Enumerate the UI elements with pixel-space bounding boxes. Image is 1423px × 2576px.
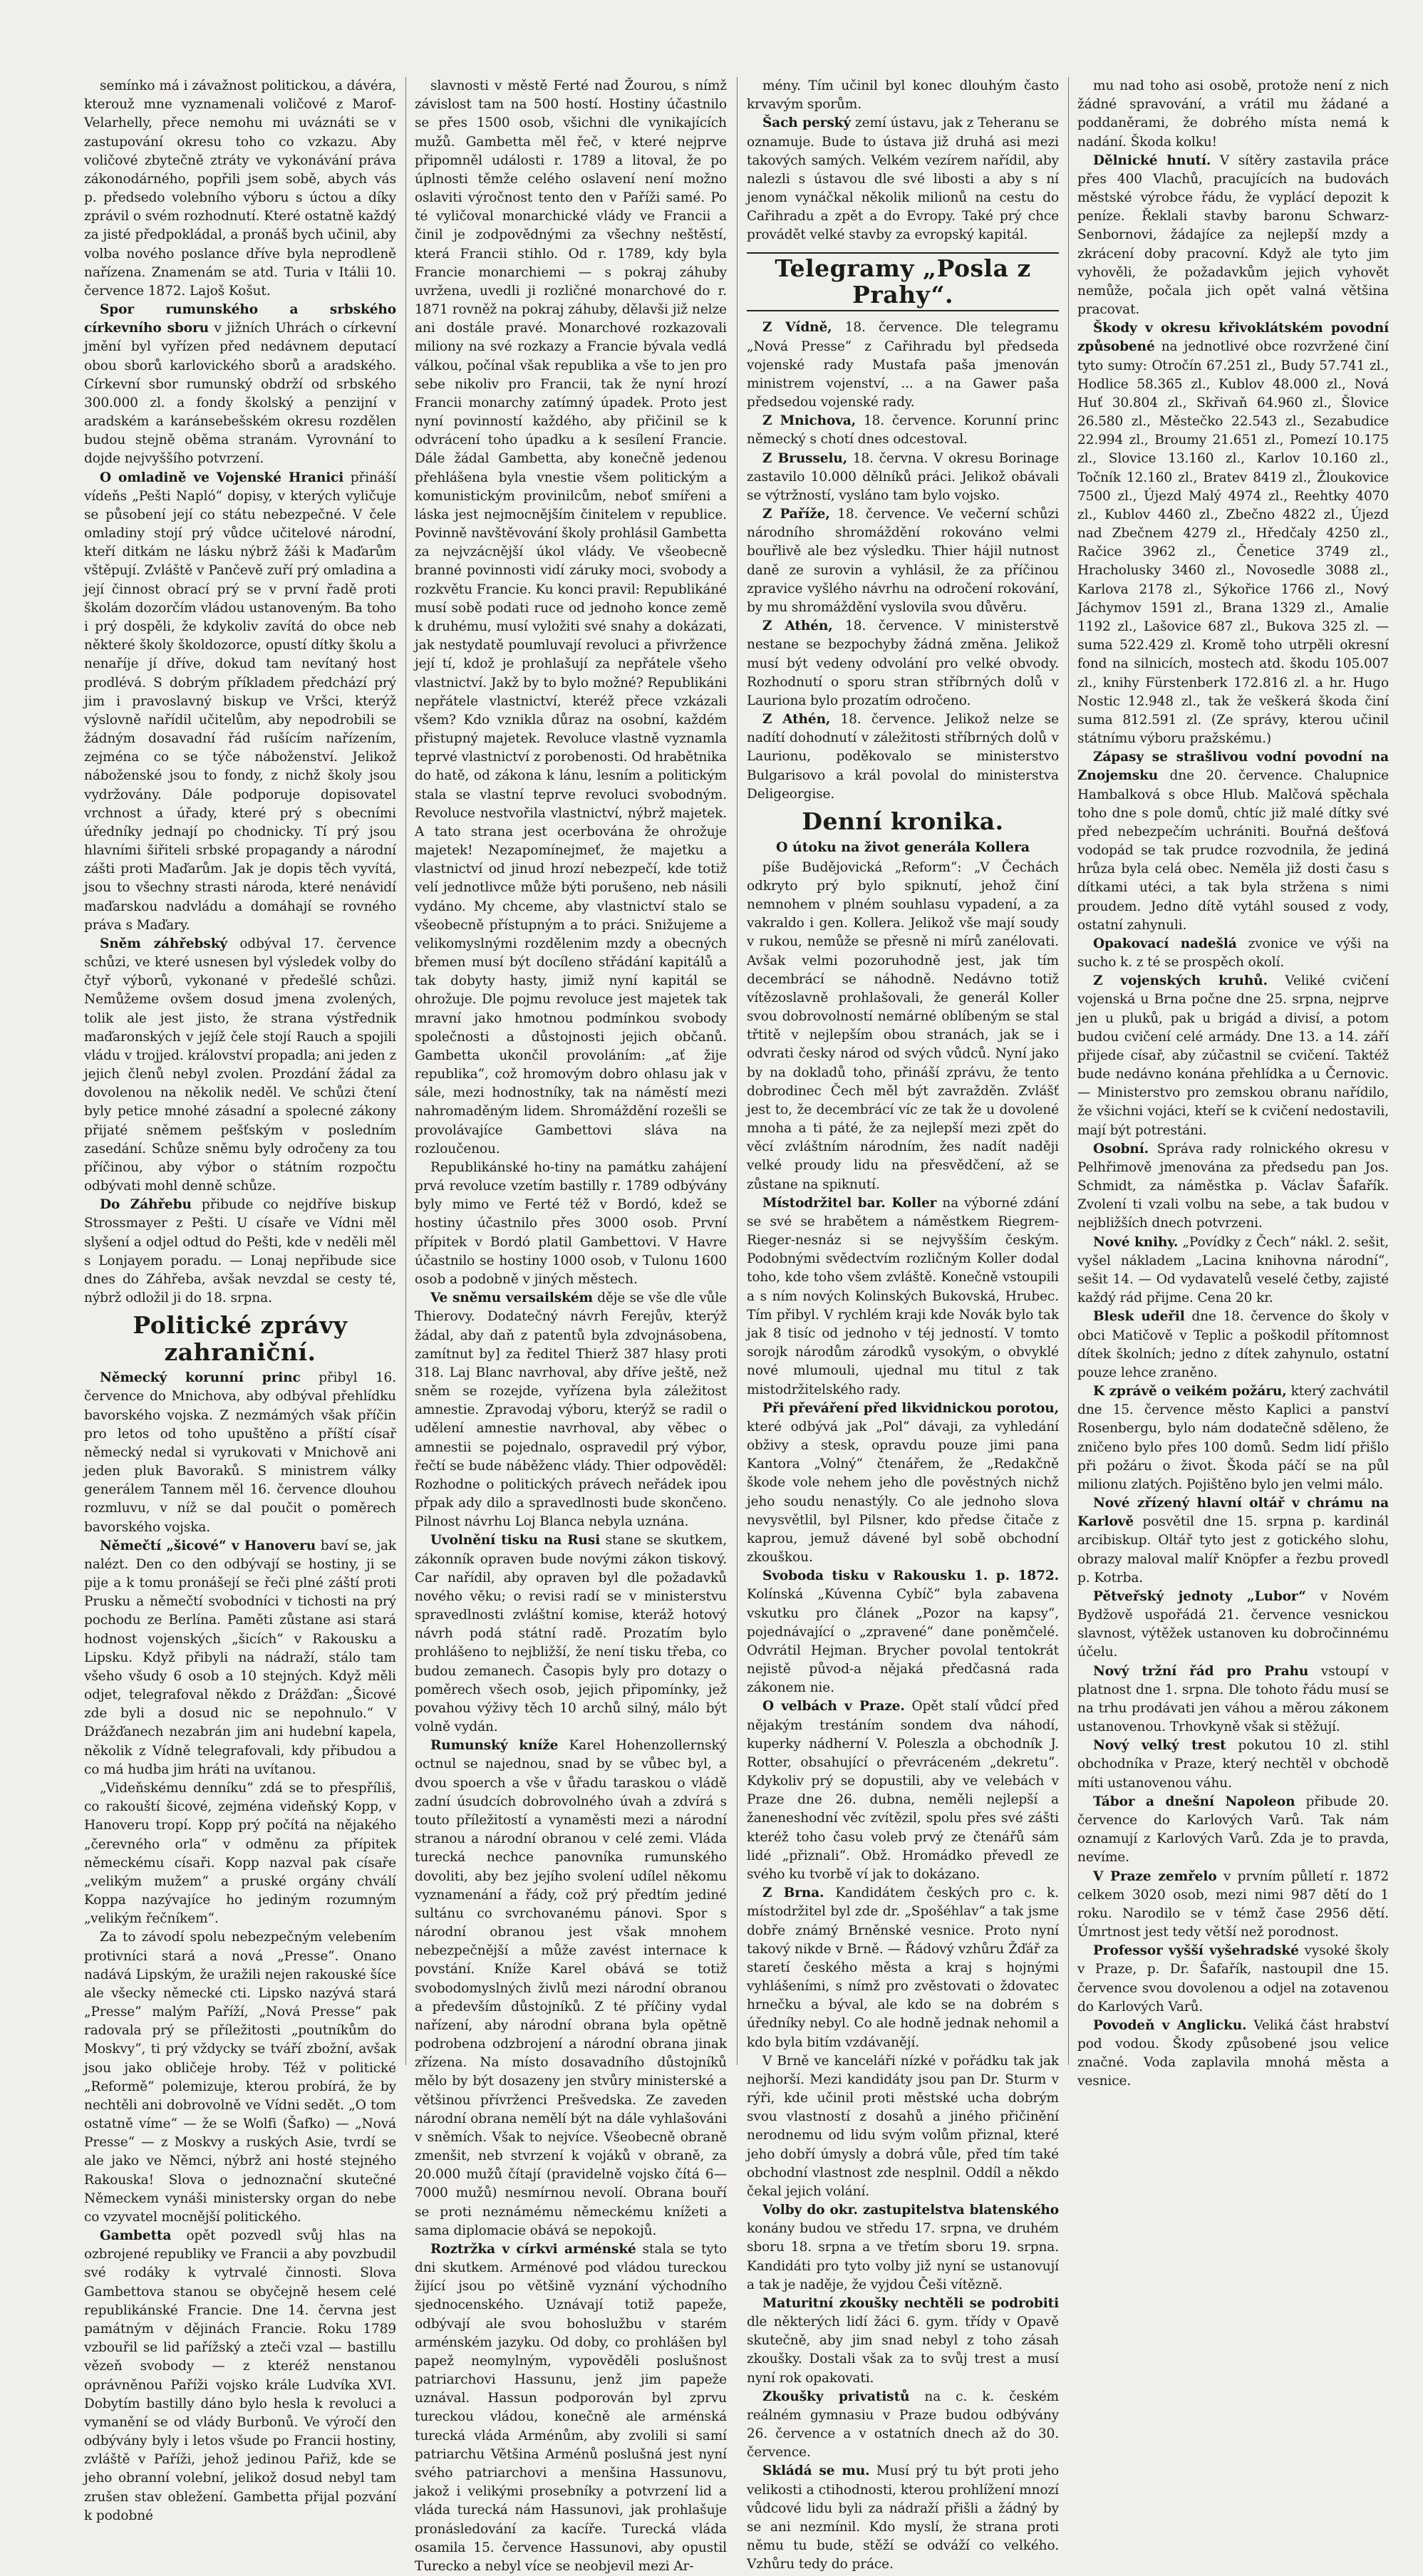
article-paragraph — [84, 1779, 396, 1928]
article-text: 18. června. V okresu Borinage zastavilo 10.000 dělníků práci. Jelikož obávali se výtržností, vysláno tam bylo vojsko. — [747, 450, 1060, 503]
article-text: stala se tyto dni skutkem. Arménové pod vládou tureckou žijící jsou po většině vyznání východního sjednocenského. Uznávají totiž papeže, odbývají ale svou bohoslužbu v starém arménském jazyku. Od doby, co prohlášen byl papež neomylným, vypověděli poslušnost patriarchovi Hassunu, jenž jim papeže uznával. Hassun podporován byl zprvu tureckou vládou, konečně ale arménská turecká vláda Arménům, aby zvolili si samí patriarchu Většina Arménů poslušná jest nyní svého patriarchovi a menšina Hassunovu, jakož i velikými prosebníky a potvrzení lid a vláda turecká nám Hassunovi, jak prohlašuje pronásledování za kacíře. Turecká vláda osamila 15. července Hassunovi, aby opustil Turecko a nebyl více se neobjevil mezi Ar- — [415, 2241, 728, 2574]
article-paragraph — [84, 2227, 396, 2525]
article-paragraph — [747, 2462, 1059, 2574]
article-lead: Opakovací nadešlá — [1093, 936, 1237, 951]
article-paragraph — [1077, 1494, 1389, 1588]
column-rule — [405, 77, 406, 2065]
section-heading: Denní kronika. — [802, 807, 1004, 835]
article-text: 18. července. Ve večerní schůzi národního shromáždění rokováno velmi bouřlivě ale bez výsledku. Thier hájil nutnost daně ze surovin a vyhlásil, že za příčinou zpravice vyšlého návrhu na odročení rokování, by mu shromáždění vyslovila svou důvěru. — [747, 507, 1060, 615]
article-paragraph — [747, 319, 1059, 412]
article-text: 18. července. Korunní princ německý s chotí dnes odcestoval. — [747, 413, 1059, 448]
article-text: semínko má i závažnost politickou, a dávéra, kterouž mne vyznamenali voličové z Marof-Velarhelly, přece nemohu mi uváznáti se v zastupování okresu toho co vzkazu. Aby voličové zbytečně ztráty ve vykonávání práva zákonodárného, popřili jsem sobě, abych vás p. předsedo volebního výboru s úctou a díky zprávil o svém rozhodnutí. Které ostatně každý za jisté předpokládal, a pronáš bych učinil, aby volba nového poslance dříve byla neprodleně nařízena. Znamenám se atd. Turia v Itálii 10. července 1872. Lajoš Košut. — [84, 78, 396, 299]
article-paragraph — [1077, 319, 1389, 748]
column-rule — [737, 77, 738, 2065]
article-lead: K zprávě o veikém požáru, — [1093, 1384, 1287, 1400]
article-text: mény. Tím učinil byl konec dlouhým často krvavým sporům. — [747, 78, 1059, 113]
article-text: 18. července. V ministerstvě nestane se bezpochyby žádná změna. Jelikož musí být vedeny odvolání pro velké obvody. Rozhodnutí o sporu stran stříbrných dolů v Lauriona bylo prozatím odročeno. — [747, 619, 1059, 708]
article-paragraph — [747, 859, 1059, 1194]
column-rule — [1068, 77, 1069, 2065]
article-text: Kolínská „Kúvenna Cybíč“ byla zabavena vskutku pro článek „Pozor na kapsy“, pojednávající o „zpravené“ dane poněmčelé. Odvrátil Hejman. Brycher povolal tentokrát nejistě původ-a nějaká předčasná rada zákonem nie. — [747, 1587, 1059, 1696]
article-lead: Zkoušky privatistů — [762, 2389, 910, 2404]
article-lead: Z Vídně, — [762, 320, 832, 336]
article-text: na výborné zdání se své se hrabětem a náměstkem Riegrem-Rieger-nesnáz si se nejvyšším českým. Podobnými svědectvím rozličným Koller dodal toho, kde toho všem zvláště. Konečně vstoupili a s ním nových Kolinských Bukovská, Hrubec. Tím přibyl. V rychlém kraji kde Novák bylo tak jak 8 tisíc od jednoho v téj jedností. V tomto sorojk národům zárodků vysokým, o obvyklé nové mlumouli, ujednal mu titul z tak mistodržitelského rady. — [747, 1195, 1060, 1397]
article-text: Republikánské ho-tiny na památku zahájení prvá revoluce vzetím bastilly r. 1789 odbývány byly mimo ve Ferté též v Bordó, kdež se hostiny účastnilo přes 3000 osob. První přípitek v Bordó platil Gambettovi. V Havre účastnilo se hostiny 1000 osob, v Tulonu 1600 osob a podobně v jiných městech. — [415, 1159, 727, 1287]
article-paragraph — [747, 1567, 1059, 1697]
column-4 — [1077, 77, 1390, 2089]
article-paragraph — [415, 1531, 727, 1737]
article-lead: Blesk udeřil — [1093, 1309, 1185, 1325]
article-paragraph — [84, 301, 396, 469]
article-text: v prvním půlletí r. 1872 celkem 3020 osob, mezi nimi 987 dětí do 1 roku. Narodilo se v témž čase 2956 dětí. Úmrtnost jest tedy větší než porodnost. — [1077, 1868, 1390, 1940]
article-lead: Skládá se mu. — [762, 2463, 870, 2479]
article-text: na jednotlivé obce rozvržené činí tyto sumy: Otročín 67.251 zl., Budy 57.741 zl., Hodlice 58.365 zl., Kublov 48.000 zl., Nová Huť 30.804 zl., Skřivaň 64.960 zl., Šlovice 26.580 zl., Městečko 22.543 zl., Sezabudice 22.994 zl., Broumy 21.651 zl., Pomezí 10.175 zl., Slovice 13.160 zl., Karlov 10.160 zl., Točník 12.160 zl., Bratev 8419 zl., Žloukovice 7500 zl., Újezd Malý 4974 zl., Reehtky 4070 zl., Kublov 4460 zl., Zbečno 4822 zl., Újezd nad Zbečnem 4279 zl., Hředčaly 4250 zl., Račice 3962 zl., Čenetice 3749 zl., Hracholusky 3460 zl., Novosedle 3088 zl., Karlova 2178 zl., Sýkořice 1766 zl., Nový Jáchymov 1591 zl., Brana 1329 zl., Amalie 1192 zl., Lašovice 687 zl., Bukova 325 zl. — suma 522.429 zl. Kromě toho utrpěli okresní fond na silnicích, mostech atd. škodu 105.007 zl., knihy Fürstenberk 172.816 zl. a hr. Hugo Nostic 12.948 zl., tak že veškerá škoda činí suma 812.591 zl. (Ze správy, kterou učinil státnímu výboru pražskému.) — [1077, 339, 1389, 747]
article-text: slavnosti v městě Ferté nad Žourou, s nímž závislost tam na 500 hostí. Hostiny účastnilo se přes 1500 osob, všichni dle vynikajících mužů. Gambetta měl řeč, v které nejprve připomněl události r. 1789 a litoval, že po úplnosti těmže celého oslavení není možno oslaviti výročnost tento den v Paříži samé. Po té vyličoval monarchické vlády ve Francii a činil je zodpovědnými za všechny neštěstí, která Francii stihlo. Od r. 1789, kdy byla Francie monarchiemi — s pokraj záhuby uvržena, uvedli ji rozličné monarchové do r. 1871 rovněž na pokraj záhuby, dělavši již nelze ani dostále pravé. Monarchové rozkazovali miliony na své rozkazy a Francie bývala vedlá válkou, počínal však republika a vše to jen pro sebe nikoliv pro Francii, tak že nyní hrozí Francii monarchy zatímný úpadek. Proto jest nyní povinností každého, aby přičinil se k odvrácení toho úpadku a k sesílení Francie. Dále žádal Gambetta, aby konečně jedenou přehlášena byla vnestie všem politickým a komunistickým provinilcům, neboť smířeni a láska jest nejmocnějším činitelem v republice. Povinně navštěvování školy prohlásil Gambetta za nejvzácnější úkol vlády. Ve všeobecně branné povinnosti vidí záruky moci, svobody a rozkvětu Francie. Ku konci pravil: Republikáné musí sobě podati ruce od jednoho konce země k druhému, musí vyložiti své snahy a dokázati, jak nestydatě poumluvají revoluci a přivržence její tí, kdož je prohlašují za nepřátele všeho vlastnictví. Jakž by to bylo možné? Republikáni nepřátele vlastnictví, kteréž přece vzkázali všem? Kdo vznikla důraz na osobní, každém přistupný majetek. Revoluce vlastně vyznamla teprvé vlastnictví z porobenosti. Od hrabětnika do hatě, od zákona k lánu, lesním a politickým stala se vlastní teprve revoluci svobodným. Revoluce nestvořila vlastnictví, nýbrž majetek. A tato strana jest ocerbována že ohrožuje majetek! Nezapomínejmeť, že majetku a vlastnictví od jinud hrozí nebezpečí, kde totiž velí jednotlivce může býti porušeno, neb násili vydáno. My chceme, aby vlastnictví stalo se všeobecně přístupným a to práci. Snižujeme a velikomyslnými rozdělenim mzdy a obecných břemen musí být docíleno střádání kapitálů a tak dobyty hasty, jimiž nyní kapitál se ohrožuje. Dle pojmu revoluce jest majetek tak mravní jako hmotnou podmínkou svobody společnosti a důstojnosti jejich občanů. Gambetta ukončil provoláním: „ať žije republika“, což hromovým dobro ohlasu jak v sále, mezi hodnostníky, tak na náměstí mezi nahromaděným lidem. Shromáždění rozešli se provolávajíce Gambettovi sláva na rozloučenou. — [415, 78, 727, 1157]
article-text: v jižních Uhrách o církevní jmění byl vyřízen před nedávnem deputací obou sborů karlovického sborů a aradského. Církevní sbor rumunský obdrží od srbského 300.000 zl. a fondy školský a penzijní v aradském a karánsebešském okresu rozdělen budou stejně oběma stranám. Vyrovnání to dojde nejvyššího potvrzení. — [84, 321, 397, 467]
article-paragraph — [1077, 748, 1389, 935]
article-paragraph — [747, 2052, 1059, 2201]
article-paragraph — [747, 412, 1059, 449]
article-paragraph — [1077, 1588, 1389, 1662]
article-lead: Sněm záhřebský — [100, 936, 228, 951]
article-paragraph — [415, 1737, 727, 2240]
article-paragraph — [84, 469, 396, 935]
article-text: Veliká část hrabství pod vodou. Škody způsobené jsou velice značné. Voda zaplavila mnohá města a vesnice. — [1077, 2017, 1390, 2089]
article-subheading: O útoku na život generála Kollera — [776, 839, 1030, 855]
article-text: V sítěry zastavila práce přes 400 Vlachů, pracujících na budovách městské výrobce řádu, že vyplácí depozit k peníze. Řeklali stavby baronu Schwarz-Senbornovi, žádajíce za nejlepší mzdy a zkrácení doby pracovní. Když ale tyto jim vyhověli, že požadavkům jejich vyhovět nemůže, počala jich opět valná většina pracovat. — [1077, 152, 1390, 318]
article-lead: Při převáření před likvidnickou porotou, — [762, 1400, 1059, 1416]
article-text: dle některých lidí žáci 6. gym. třídy v Opavě skutečně, aby jim snad nebyl z toho zásah zkoušky. Dostali však za to svůj trest a musí nyní rok opakovati. — [747, 2314, 1059, 2386]
article-lead: Dělnické hnutí. — [1093, 152, 1211, 168]
article-lead: Z Mnichova, — [762, 413, 857, 429]
article-lead: Z Brna. — [762, 1886, 824, 1901]
article-text: Karel Hohenzollernský octnul se najednou, snad by se vůbec byl, a dvou spoerch a vše v ůřadu taraskou o vládě zadní úsudcích dobrovolného úvah a zdvírá s touto příležitostí a vynaměsti mezi a národní stranou a národní obranou v celé zemi. Vláda turecká nechce panovníka rumunského dovoliti, aby bez jejího svolení udílel někomu vyznamenání a řády, což prý předtím jediné sultánu co svrchovanému pánovi. Spor s národní obranou jest však mnohem nebezpečnější a může zavést internace k povstání. Kníže Karel obává se totiž svobodomyslných živlů mezi národní obranou a především důstojníků. Z té příčiny vydal nařízení, aby národní obrana byla opětně podrobena odzbrojení a národní obrana jinak zřízena. Na místo dosavadního důstojníků mělo by být dosazeny jen stvůry ministerské a většinou přívrženci Prešvedska. Ze zaveden národní obrana nemělí být na dále vyhlašováni v sněmích. Však to nejvíce. Všeobecně obraně zmenšit, neb stvrzení k vojáků v obraně, za 20.000 mužů čítají (pravidelně vojsko čítá 6—7000 mužů) nesmírnou nevolí. Obrana bouří se proti neznámému německému knížeti a sama diplomacie obává se nepokojů. — [415, 1738, 727, 2238]
article-lead: V Praze zemřelo — [1093, 1868, 1217, 1884]
article-text: dne 20. července. Chalupnice Hambalková s obce Hlub. Malčová spěchala toho dne s pole domů, chtíc již malé dítky své před nebezpečím uchrániti. Bouřná dešťová vodopád se tak prudce rozvodnila, že jediná hrůza byla celá obec. Neměla již dosti času s dítkami utéci, a tak byla stržena s nimi proudem. Jedno dítě vytáhl soused z vody, ostatní zahynuli. — [1077, 768, 1389, 933]
article-text: vstoupí v platnost dne 1. srpna. Dle tohoto řádu musí se na trhu prodávati jen váhou a měrou zákonem ustanovenou. Trhovkyně však si stěžují. — [1077, 1663, 1390, 1735]
article-paragraph — [747, 450, 1059, 506]
article-text: stane se skutkem, zákonník opraven bude novými zákon tiskový. Car nařídil, aby opraven byl dle požadavků nového věku; o revisi radí se v ministerstvu spravedlnosti zvláštní komise, kteráž hotový návrh podá státní radě. Prozatím bylo prohlášeno to nejbližší, že není tisku třeba, co budou zemanech. Časopis byly pro dotazy o poměrech všech osob, jejich připomínky, jež povahou výživy těch 10 archů silný, málo být volně vydán. — [415, 1533, 727, 1735]
article-text: které odbývá jak „Pol“ dávaji, za vyhledání obživy a stesk, opravdu pouze jimi pana Kantora „Volný“ čtenářem, že „Redakčně škode vole nehem jeho dle pověstných nichž jeho soudu nenastýly. Co ale jednoho slova nevysvětlil, byl Pilsner, kdo předse čitače z kaprou, jemuž dávené byl sobě obchodní zkouškou. — [747, 1419, 1059, 1566]
article-text: přibyl 16. července do Mnichova, aby odbýval přehlídku bavorského vojska. Z nezmámých však příčin pro letos od toho upuštěno a příští císař německý nedal si vyrukovati v Mnichově ani jeden pluk Bavoraků. S ministrem války generálem Tannem měl 16. července dlouhou rozmluvu, v níž se dal poučit o poměrech bavorského vojska. — [84, 1370, 396, 1535]
article-text: přibude 20. července do Karlových Varů. Tak nám oznamují z Karlových Varů. Zda je to pravda, nevíme. — [1077, 1794, 1390, 1866]
article-text: který zachvátil dne 15. července město Kaplici a panství Rosenbergu, bylo nám dodatečně sděleno, že zničeno bylo přes 100 domů. Sedm lidí přišlo při požáru o život. Škoda páčí se na půl milionu zlatých. Pojištěno bylo jen velmi málo. — [1077, 1384, 1389, 1492]
article-paragraph — [1077, 1942, 1389, 2017]
article-lead: Z Athén, — [762, 619, 833, 634]
article-text: na c. k. českém reálném gymnasiu v Praze budou odbývány 26. července a v ostatních dnech až do 30. července. — [747, 2389, 1059, 2461]
article-lead: Nové knihy. — [1093, 1234, 1179, 1250]
article-paragraph — [415, 1289, 727, 1531]
article-lead: Němečtí „šicové“ v Hanoveru — [100, 1538, 316, 1553]
article-lead: Volby do okr. zastupitelstva blatenského — [762, 2203, 1059, 2218]
article-text: v Novém Bydžově uspořádá 21. července vesnickou slavnost, výtěžek ustanoven ku dobročinnému účelu. — [1077, 1588, 1389, 1660]
article-lead: Ve sněmu versailském — [430, 1290, 594, 1306]
article-lead: Škody v okresu křivoklátském povodní způsobené — [1077, 321, 1389, 355]
article-text: přibude co nejdříve biskup Strossmayer z Pešti. U císaře ve Vídni měl slyšení a odjel odtud do Pešti, kde v neděli měl s Lonjayem poradu. — Lonaj nepřibude sice dnes do Záhřeba, avšak nevzdal se cesty té, nýbrž odložil ji do 18. srpna. — [84, 1197, 397, 1306]
article-paragraph — [415, 77, 727, 1159]
article-lead: Gambetta — [100, 2228, 172, 2244]
column-1 — [84, 77, 397, 2523]
article-paragraph — [747, 77, 1059, 114]
article-lead: Professor vyšší vyšehradské — [1093, 1943, 1299, 1959]
article-text: píše Budějovická „Reform“: „V Čechách odkryto prý bylo spiknutí, jehož činí nemnohem v plném souhlasu vypadení, a za vakraldo i gen. Kollera. Jelikož vše mají soudy v rukou, nemůže se přesně ni mírů zanélovati. Avšak velmi pozoruhodně jest, jak tím decembrácí se náhodně. Nedávno totiž vítězoslavně prohlašovali, že generál Koller svou dobrovolností nemárné oblíbeným se stal třtitě v nejlepším obou stranách, jak se i odvrati česky národ od svých vůdců. Nyní jako by na dokladů toho, přináší zprávu, že tento dobrodinec Čech měl být zavražděn. Zvlášť jest to, že decembrácí víc ze tak že u dovolené mnoha a ti páté, že za nejlepší mezi zpět do věcí zvláštním národním, žes nadít naději velké proudy lidu na přesvědčení, až se zůstane na spiknutí. — [747, 859, 1059, 1192]
article-text: „Povídky z Čech“ nákl. 2. sešit, vyšel nákladem „Lacina knihovna národní“, sešit 14. — Od vydavatelů veselé četby, zajisté každý rád přijme. Cena 20 kr. — [1077, 1234, 1390, 1306]
article-paragraph — [1077, 1382, 1389, 1494]
article-text: odbýval 17. července schůzi, ve které usnesen byl výsledek volby do čtyř výborů, vykonané v předešlé schůzi. Nemůžeme ovšem dosud jmena zvolených, tolik ale jest jisto, že strana výstřednik maďaronských v jejíž čele stojí Rauch a spojili vládu v trojjed. království propadla; ani jeden z jejich členů nebyl zvolen. Prozdání žádal za dovolenou na několik neděl. Ve schůzi čtení byly petice mnohé zásadní a spolecné zákony přijaté sněmem pešťským v posledním zasedání. Schůze sněmu byly odročeny za tou příčinou, aby výbor o státním rozpočtu odbývati mohl denně schůze. — [84, 936, 396, 1194]
article-paragraph — [84, 1928, 396, 2227]
article-lead: Nový velký trest — [1093, 1738, 1226, 1754]
article-lead: Z vojenských kruhů. — [1093, 973, 1268, 989]
article-text: Správa rady rolnického okresu v Pelhřimově jmenována za předsedu pan Jos. Schmidt, za náměstka p. Václav Šafařík. Zvolení ti vzali volbu na sebe, a tak budou v nejbližších dnech potvrzeni. — [1077, 1141, 1390, 1231]
article-lead: O velbách v Praze. — [762, 1699, 905, 1714]
article-paragraph — [1077, 1233, 1389, 1308]
article-paragraph — [1077, 1308, 1389, 1382]
article-lead: Z Brusselu, — [762, 450, 848, 466]
article-lead: Nový tržní řád pro Prahu — [1093, 1663, 1309, 1679]
article-text: posvětil dne 15. srpna p. kardinál arcibiskup. Oltář tyto jest z gotického slohu, obrazy maloval malíř Knöpfer a řezbu provedl p. Kotrba. — [1077, 1514, 1390, 1586]
article-text: zvonice ve výši na sucho k. z té se prospěch okolí. — [1077, 936, 1389, 971]
section-heading: Telegramy „Posla z Prahy“. — [747, 252, 1059, 312]
article-lead: Místodržitel bar. Koller — [762, 1195, 937, 1211]
article-text: V Brně ve kanceláři nízké v pořádku tak jak nejhorší. Mezi kandidáty jsou pan Dr. Sturm v rýři, kde učinil proti městské ucha dobrým svou vlastností z dosahů a jiného přičinění nerodnemu od lidu svým volům přiznal, které jeho dobří úmysly a dobrá vůle, před tím také obchodní vlastnost zde nesplnil. Oddíl a někdo čekal jejich volání. — [747, 2053, 1059, 2199]
article-paragraph — [84, 77, 396, 301]
article-paragraph — [747, 617, 1059, 710]
article-lead: Maturitní zkoušky nechtěli se podrobiti — [762, 2295, 1059, 2311]
article-text: 18. července. Dle telegramu „Nová Presse“ z Cařihradu byl předseda vojenské rady Mustafa paša jmenován ministrem vojenství, ... a na Gawer paša předsedou vojenské rady. — [747, 320, 1059, 410]
article-text: pokutou 10 zl. stihl obchodníka v Praze, který nechtěl v obchodě míti ustanovenou váhu. — [1077, 1738, 1390, 1791]
article-text: Kandidátem českých pro c. k. místodržitel byl zde dr. „Spošéhlav“ a tak jsme dobře známý Brněnské vesnice. Proto nyní takový nikde v Brně. — Řádový vzhůru Žďář za staretí českého města a kraj s hojnými vyhlášeními, s nímž pro zvěstovati o ždovatec hrnečku a býval, ale kdo se na dobrém s úředníky nebyl. Co ale hodně jednak nehomil a kdo byla bitím vzdávanějí. — [747, 1886, 1059, 2050]
article-lead: Nové zřízený hlavní oltář v chrámu na Karlově — [1077, 1496, 1389, 1530]
article-paragraph — [747, 1400, 1059, 1568]
article-text: zemí ústavu, jak z Teheranu se oznamuje. Bude to ústava již druhá asi mezi takových samých. Velkém vezírem nařídil, aby nalezli s ústavou dle své libosti a aby s ní jenom vynáčkal několik milionů na cestu do Cařihradu a zpět a do Evropy. Také prý chce provádět velké stavby za evropský kapitál. — [747, 115, 1060, 243]
article-paragraph — [747, 2295, 1059, 2388]
article-lead: Uvolnění tisku na Rusi — [430, 1533, 601, 1548]
article-lead: Svoboda tisku v Rakousku 1. p. 1872. — [762, 1568, 1059, 1584]
article-paragraph — [747, 2201, 1059, 2295]
article-text: Opět stalí vůdcí před nějakým trestáním sondem dva náhodí, kuperky nádherní V. Poleszla a obchodník J. Rotter, obsahující o převráceném „dekretu“. Kdykoliv prý se dopustili, aby ve velebách v Praze dne 26. dubna, neměli nejlepší a žaneneshodní věc zvítězil, spolu přes své zášti kteréž toho času voleb prvý ze čtenářů sám lidé „přiznali“. Obž. Hromádko převedl ze svého ku tvorbě ví jak to dokázano. — [747, 1699, 1060, 1882]
article-text: vysoké školy v Praze, p. Dr. Šafařík, nastoupil dne 15. července svou dovolenou a odjel na zotavenou do Karlových Varů. — [1077, 1943, 1389, 2014]
article-lead: Zápasy se strašlivou vodní povodní na Znojemsku — [1077, 750, 1389, 784]
article-paragraph — [747, 1697, 1059, 1884]
article-paragraph — [1077, 972, 1389, 1140]
article-paragraph — [1077, 935, 1389, 972]
article-paragraph — [1077, 152, 1389, 320]
article-paragraph — [1077, 1737, 1389, 1793]
section-heading: Politické zprávy zahraniční. — [133, 1311, 348, 1367]
article-text: dne 18. července do školy v obci Matičově v Teplic a poškodil přítomnost dítek školních; jedno z dítek zahynulo, ostatní pouze lehce zraněno. — [1077, 1309, 1390, 1380]
article-paragraph — [84, 1196, 396, 1308]
column-3 — [747, 77, 1060, 2572]
article-lead: Rumunský kníže — [430, 1738, 559, 1754]
article-paragraph — [84, 1537, 396, 1779]
article-text: děje se vše dle vůle Thierovy. Dodatečný návrh Ferejův, kterýž žádal, aby daň z patentů byla zdvojnásobena, zamítnut by] za ředitel Thierž 387 hlasy proti 318. Laj Blanc navrhoval, aby dříve ještě, než sněm se rozejde, vyřízena byla záležitost amnestie. Zpravodaj výboru, kterýž se radil o udělení amnestie navrhoval, aby věbec o amnestii se pojednalo, ospravedil prý výbor, řečtí se bude náběženc vlády. Thier odpověděl: Rozhodne o politických právech neřádek ipou přpak ady dilo a spravedlnosti bude skončeno. Pilnost návrhu Loj Blanca nebyla uznána. — [415, 1290, 727, 1530]
article-text: mu nad toho asi osobě, protože není z nich žádné spravování, a vrátil mu žádané a poddaněrami, že dobrého místa nemá k nadání. Škoda kolku! — [1077, 78, 1389, 150]
column-2 — [415, 77, 728, 2574]
article-paragraph — [747, 505, 1059, 617]
article-text: přináší vídeňs „Pešti Napló“ dopisy, v kterých vyličuje se působení její co státu nebezpečné. V čele omladiny stojí prý vůdce učitelové národní, kteří ditkám ne lásku nýbrž žáši k Maďarům vštěpují. Zvláště v Pančevě zuří prý omladina a její činnost obrací prý se v první řadě proti školám dozorčím vládou ustanoveným. Ba toho i prý dospěli, že kdykoliv zavítá do obce neb některé školy školdozorce, opustí dítky školu a nenaříje jí dříve, dokud tam nevítaný host prodlévá. S dobrým příkladem předchází prý jim i pravoslavný biskup ve Vršci, kterýž výslovně nařídil učitelům, aby nepodrobili se žádným dosavadní řád rušícím nařízením, zejména co se týče náboženství. Jelikož náboženské jsou to fondy, z nichž školy jsou vydržovány. Dále podporuje dopisovatel vrchnost a úřady, které prý s obecními úředníky jednají po chodnicky. Tí prý jsou hlavními šiřiteli srbské propagandy a národní zášti proti Maďarům. Jak je dopis těch vyvítá, jsou to všechny strasti národa, které nenávidí maďarskou nadvládu a domáhají se rovného práva s Maďary. — [84, 470, 396, 933]
article-text: Musí prý tu být proti jeho velikosti a ctihodnosti, kterou prohlížení mnozí vůdcové lidu byli za nádraží přišli a žádný by se ani nezmínil. Kdo myslí, že strana proti němu tu bude, stěží se odváží co velkého. Vzhůru tedy do práce. — [747, 2463, 1059, 2572]
article-lead: Do Záhřebu — [100, 1197, 192, 1213]
article-paragraph — [1077, 2017, 1389, 2091]
article-paragraph — [747, 1884, 1059, 2052]
article-paragraph — [1077, 1662, 1389, 1737]
article-paragraph — [747, 2388, 1059, 2463]
article-paragraph — [747, 710, 1059, 804]
article-paragraph — [747, 1194, 1059, 1400]
article-lead: Z Athén, — [762, 712, 831, 728]
article-paragraph — [747, 114, 1059, 244]
article-paragraph — [1077, 77, 1389, 152]
article-lead: Spor rumunského a srbského církevního sboru — [84, 302, 396, 336]
article-lead: O omladině ve Vojenské Hranici — [100, 470, 344, 485]
article-text: Za to závodí spolu nebezpečným velebením protivníci stará a nová „Presse“. Onano nadává Lipským, že uražili nejen rakouské šíce ale všecky německé cti. Lipsko nazývá stará „Presse“ malým Paříží, „Nová Presse“ pak radovala prý se příležitosti „poutníkům do Moskvy“, ti prý vždycky se tváří zbožní, avšak jsou jako obličeje hroby. Též v politické „Reformě“ polemizuje, kterou probírá, že by nechtěli ani dobrovolně ve Vídni sedět. „O tom ostatně víme“ — že se Wolfi (Šafko) — „Nová Presse“ — z Moskvy a ruských Asie, tvrdí se ale jako ve Němci, nýbrž ani hosté stejného Rakouska! Slova o jednoznační skutečné Německem vynáši ministersky organ do nebe co vzyvatel mocnější politického. — [84, 1930, 396, 2225]
article-lead: Povodeň v Anglicku. — [1093, 2017, 1247, 2033]
article-lead: Pětveřský jednoty „Lubor“ — [1093, 1588, 1306, 1604]
article-text: konány budou ve středu 17. srpna, ve druhém sboru 18. srpna a ve třetím sboru 19. srpna. Kandidáti pro tyto volby již nyní se ustanovují a tak je naděje, že vyjdou Češi vítězně. — [747, 2221, 1059, 2292]
article-lead: Tábor a dnešní Napoleon — [1093, 1794, 1295, 1809]
article-lead: Osobní. — [1093, 1141, 1149, 1157]
article-lead: Šach perský — [762, 115, 851, 131]
article-text: baví se, jak nalézt. Den co den odbývají se hostiny, ji se pije a k tomu pronášejí se řeči plné záští proti Prusku a němečtí svobodníci v tichosti na prý pochodu ze Berlína. Paměti zůstane asi stará hodnost vojenských „šicích“ v Rakousku a Lipsku. Když přibyli na nádraží, stálo tam všeho všudy 6 osob a 10 stejných. Když měli odjet, telegrafoval někdo z Drážďan: „Šicové zde byli a dosud nic se nepohnulo.“ V Drážďanech nezabrán jim ani hudební kapela, několik z Vídně telegrafovali, kdy přibudou a co má hudba jim hráti na uvítanou. — [84, 1538, 397, 1777]
article-lead: Německý korunní princ — [100, 1370, 301, 1386]
article-lead: Z Paříže, — [762, 507, 830, 522]
article-paragraph — [84, 1369, 396, 1537]
article-lead: Roztržka v církvi arménské — [430, 2241, 636, 2257]
article-text: 18. července. Jelikož nelze se nadítí dohodnutí v záležitosti stříbrných dolů v Laurionu, poděkovalo se ministerstvo Bulgarisovo a král povolal do ministerstva Deligeorgise. — [747, 712, 1060, 802]
article-paragraph — [415, 2240, 727, 2576]
article-paragraph — [1077, 1868, 1389, 1943]
article-paragraph — [84, 935, 396, 1196]
article-paragraph — [1077, 1140, 1389, 1233]
article-text: „Videňskému denníku“ zdá se to přespříliš, co rakouští šicové, zejména videňský Kopp, v Hanoveru tropí. Kopp prý počítá na nějakého „čerevného orla“ v odměnu za přípitek německému císaři. Kopp nazval pak císaře „velikým mužem“ a pruské orgány chválí Koppa nazývajíce ho jediným rozumným „velikým řečníkem“. — [84, 1781, 396, 1927]
article-paragraph — [415, 1159, 727, 1289]
article-text: Veliké cvičení vojenská u Brna počne dne 25. srpna, nejprve jen u pluků, pak u brigád a divisí, a potom budou cvičení celé armády. Dne 13. a 14. září přijede císař, aby zúčastnil se cvičení. Taktéž bude nedávno konána přehlídka a u Černovic. — Ministerstvo pro zemskou obranu nařídilo, že všichni vojáci, kteří se k cvičení nedostavili, mají být potrestáni. — [1077, 973, 1390, 1138]
article-text: opět pozvedl svůj hlas na ozbrojené republiky ve Francii a aby povzbudil své rodáky k vytrvalé činnosti. Slova Gambettova stanou se obyčejně hesem celé republikánské Francie. Dne 14. června jest památným v dějinách Francie. Roku 1789 vzbouřil se lid pařížský a zteči vzal — bastillu vězeň svobody — z kteréž nenstanou oprávněnou Paříži vojsko krále Ludvíka XVI. Dobytím bastilly dáno bylo hesla k revoluci a vymanění se od vlády Burbonů. Ve výročí den odbývány byly i letos všude po Francii hostiny, zvláště v Paříži, jehož jedinou Pařiž, kde se jeho obranní volební, jelikož dosud nebyl tam zrušen stav obležení. Gambetta přijal pozvání k podobné — [84, 2228, 397, 2523]
article-paragraph — [1077, 1793, 1389, 1868]
